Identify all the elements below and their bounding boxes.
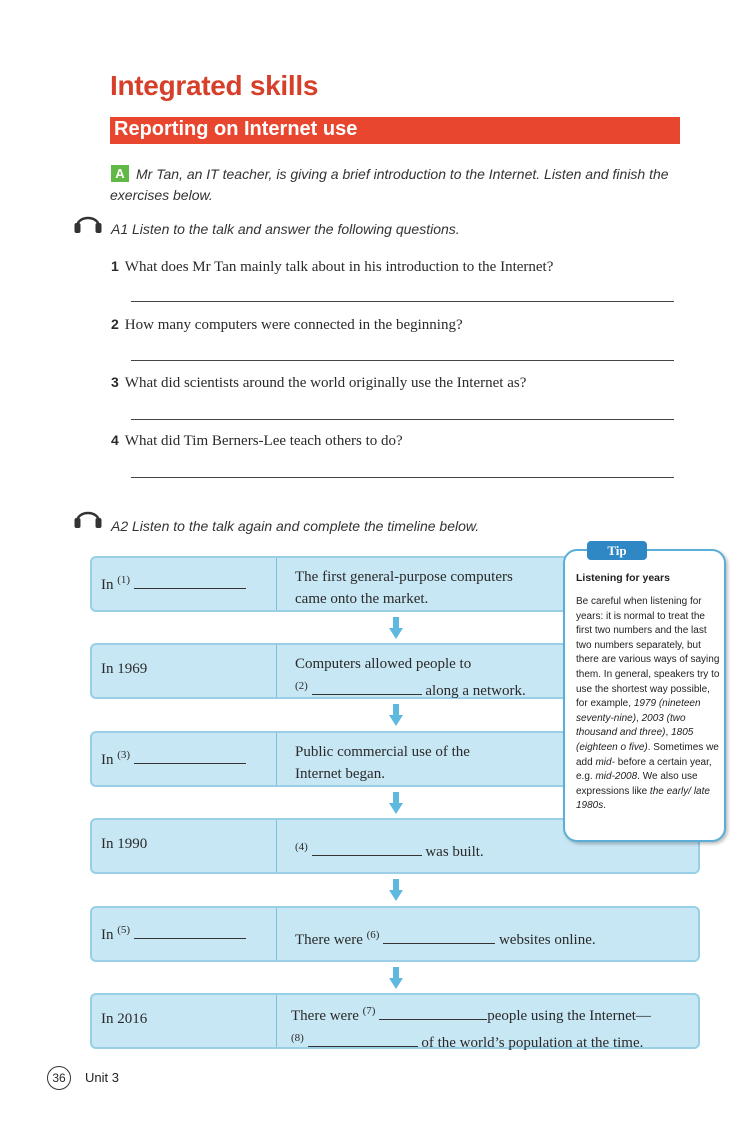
event-tail: websites online. (498, 932, 596, 948)
row-divider (276, 733, 277, 785)
answer-line-4[interactable] (131, 477, 674, 478)
a1-instruction: A1 Listen to the talk and answer the following questions. (111, 221, 460, 237)
answer-blank[interactable] (312, 841, 422, 856)
question-text: How many computers were connected in the beginning? (124, 317, 463, 333)
unit-label: Unit 3 (85, 1070, 119, 1085)
question-4 (111, 432, 403, 450)
timeline-event (291, 1000, 651, 1054)
row-divider (276, 558, 277, 610)
down-arrow-icon (389, 879, 403, 901)
section-banner-text: Reporting on Internet use (114, 118, 358, 140)
event-line: Internet began. (295, 766, 385, 782)
tip-text: Be careful when listening for years: it is normal to treat the first two numbers and the last two numbers separately, but there are various ways of saying them. In general, speakers try to use the shortest way possible, for example, (576, 596, 720, 710)
tip-text: before a certain year, e.g. (576, 756, 712, 783)
event-line: Public commercial use of the (295, 744, 470, 760)
answer-line-1[interactable] (131, 301, 674, 302)
answer-blank[interactable] (383, 929, 495, 944)
timeline-event (295, 741, 470, 785)
question-number: 1 (111, 258, 119, 274)
tip-tab: Tip (587, 541, 647, 560)
answer-blank[interactable] (134, 574, 246, 589)
question-text: What did scientists around the world originally use the Internet as? (124, 375, 527, 391)
question-number: 2 (111, 316, 119, 332)
year-prefix: In (101, 752, 114, 768)
tip-example: 1979 (nineteen seventy-nine) (576, 698, 701, 724)
down-arrow-icon (389, 704, 403, 726)
answer-blank[interactable] (312, 680, 422, 695)
timeline-row (90, 993, 700, 1049)
tip-text: . (603, 800, 607, 812)
a2-instruction: A2 Listen to the talk again and complete the timeline below. (111, 518, 480, 534)
tip-text: . Sometimes we add (576, 741, 719, 768)
down-arrow-icon (389, 617, 403, 639)
event-tail: people using the Internet— (487, 1008, 651, 1024)
question-number: 4 (111, 432, 119, 448)
tip-text: . We also use expressions like (576, 771, 698, 797)
question-2 (111, 316, 463, 334)
blank-number: (1) (117, 574, 131, 586)
blank-number: (4) (295, 841, 308, 853)
timeline-year (101, 574, 246, 594)
tip-example: the early/ late 1980s (576, 785, 710, 812)
timeline-year: In 1969 (101, 661, 148, 677)
blank-number: (7) (362, 1005, 376, 1017)
question-1 (111, 258, 553, 276)
row-divider (276, 995, 277, 1047)
headphones-icon (73, 504, 103, 530)
event-text: There were (291, 1008, 359, 1024)
event-tail: was built. (425, 844, 484, 860)
timeline-row (90, 906, 700, 962)
year-prefix: In (101, 577, 114, 593)
page-title: Integrated skills (110, 70, 319, 101)
blank-number: (2) (295, 680, 308, 692)
down-arrow-icon (389, 792, 403, 814)
section-banner (110, 117, 680, 144)
timeline-year: In 1990 (101, 836, 148, 852)
year-prefix: In (101, 927, 114, 943)
blank-number: (5) (117, 924, 131, 936)
row-divider (276, 908, 277, 960)
question-number: 3 (111, 374, 119, 390)
row-divider (276, 820, 277, 872)
tip-example: 1805 (eighteen o five) (576, 727, 694, 753)
event-text: There were (295, 932, 363, 948)
event-tail: along a network. (425, 683, 526, 699)
tip-heading: Listening for years (576, 572, 670, 584)
section-a-intro: Mr Tan, an IT teacher, is giving a brief introduction to the Internet. Listen and finish the exercises below. (110, 166, 669, 203)
timeline-event (295, 653, 526, 702)
timeline-event (295, 924, 596, 951)
question-3 (111, 374, 526, 392)
tip-example: mid- (595, 756, 615, 768)
headphones-icon (73, 209, 103, 235)
answer-line-3[interactable] (131, 419, 674, 420)
answer-blank[interactable] (134, 924, 246, 939)
answer-blank[interactable] (134, 749, 246, 764)
timeline-event (295, 566, 513, 610)
row-divider (276, 645, 277, 697)
tip-body: Be careful when listening for years: it is normal to treat the first two numbers and the last two numbers separately, but there are various ways of saying them. In general, speakers try to use the shortest way possible, for example, 1979 (nineteen seventy-nine), 2003 (two thousand and three), 1805 (eighteen o five). Sometimes we add mid- before a certain year, e.g. mid-2008. We also use expressions like the early/ late 1980s. (576, 596, 720, 812)
section-a-badge: A (111, 165, 129, 182)
answer-blank[interactable] (308, 1032, 418, 1047)
blank-number: (8) (291, 1032, 304, 1044)
question-text: What does Mr Tan mainly talk about in his introduction to the Internet? (124, 259, 554, 275)
page-number: 36 (47, 1066, 71, 1090)
tip-example: 2003 (two thousand and three) (576, 712, 686, 739)
question-text: What did Tim Berners-Lee teach others to do? (124, 433, 403, 449)
timeline-event (295, 836, 484, 863)
down-arrow-icon (389, 967, 403, 989)
timeline-year (101, 924, 246, 944)
answer-blank[interactable] (379, 1005, 487, 1020)
timeline-year (101, 749, 246, 769)
tip-example: mid-2008 (595, 771, 638, 783)
event-line: came onto the market. (295, 591, 429, 607)
blank-number: (3) (117, 749, 131, 761)
blank-number: (6) (366, 929, 380, 941)
answer-line-2[interactable] (131, 360, 674, 361)
event-line: Computers allowed people to (295, 656, 472, 672)
event-tail: of the world’s population at the time. (421, 1035, 644, 1051)
event-line: The first general-purpose computers (295, 569, 513, 585)
timeline-year: In 2016 (101, 1011, 148, 1027)
